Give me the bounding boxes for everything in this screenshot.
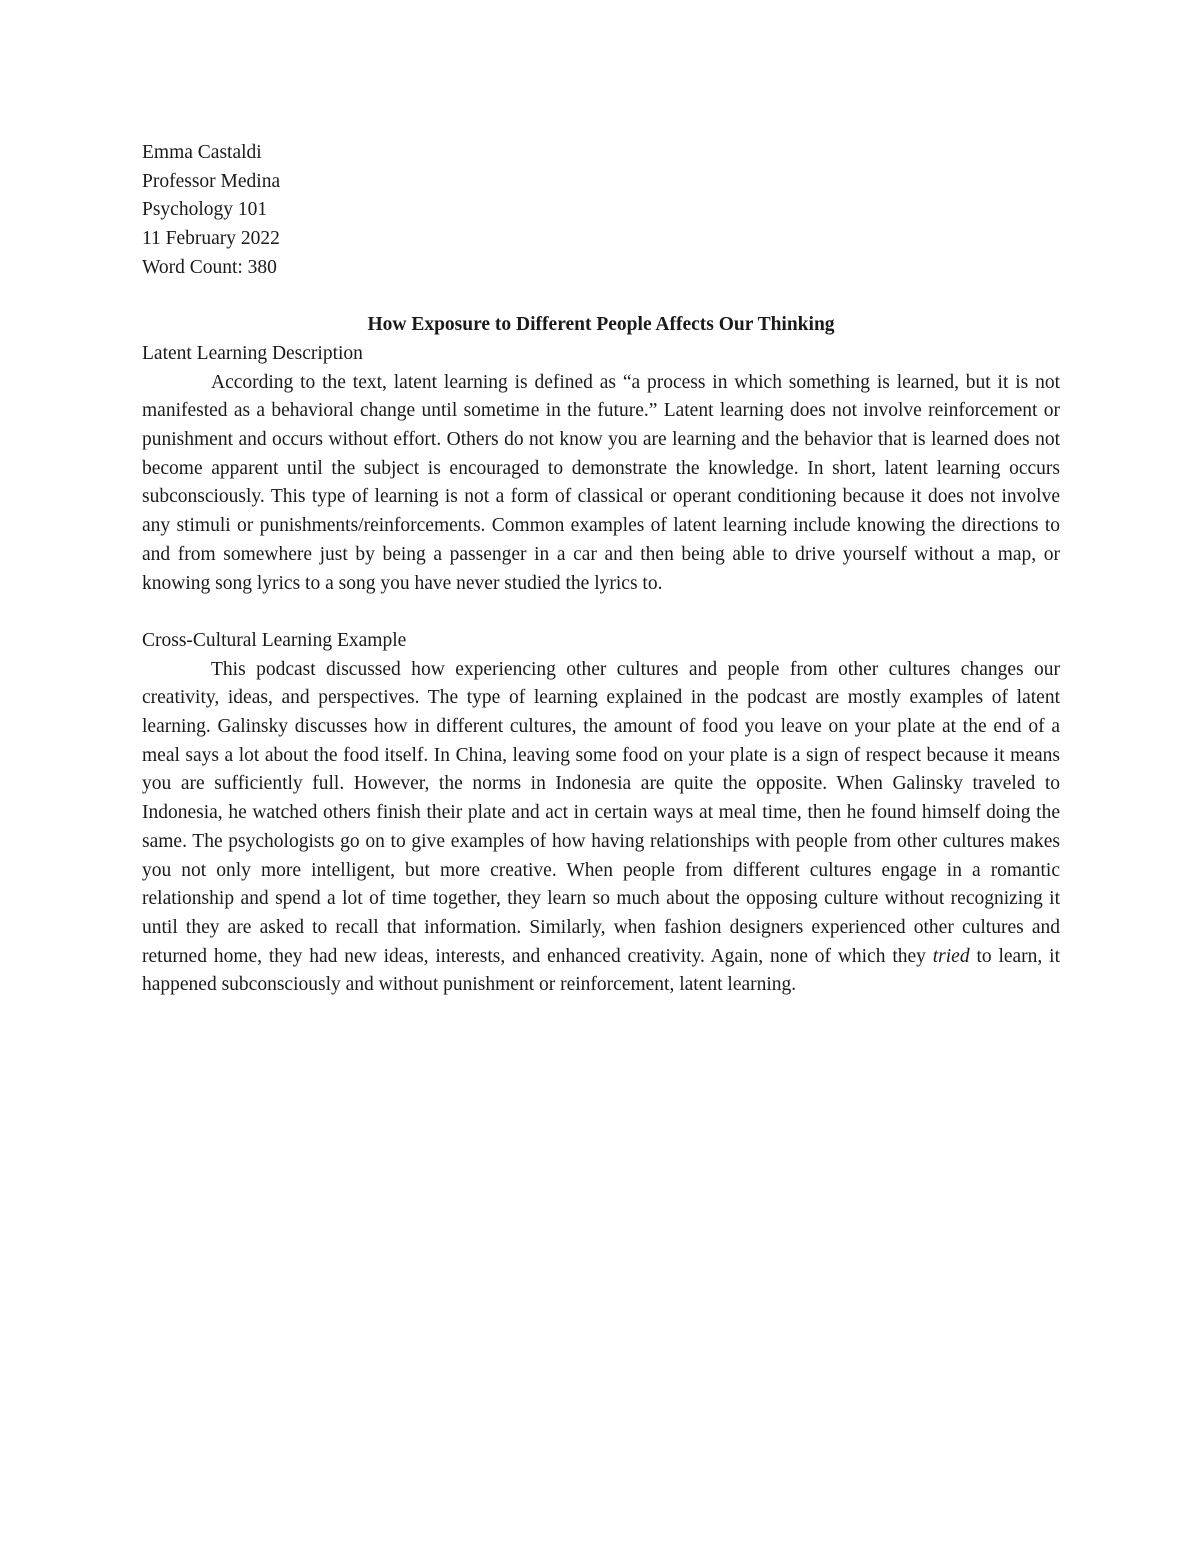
word-count: Word Count: 380: [142, 256, 277, 278]
professor-name: Professor Medina: [142, 170, 281, 192]
essay-title: How Exposure to Different People Affects Our Thinking: [367, 314, 835, 336]
paragraph-cross-cultural: [142, 656, 1060, 1000]
header-block: [142, 139, 1060, 283]
italic-emphasis: tried: [932, 945, 970, 967]
section-heading-latent-learning: Latent Learning Description: [142, 342, 363, 364]
author-name: Emma Castaldi: [142, 142, 262, 163]
section-heading-cross-cultural: Cross-Cultural Learning Example: [142, 629, 407, 651]
course-name: Psychology 101: [142, 199, 268, 221]
date: 11 February 2022: [142, 228, 280, 250]
document-content: [142, 139, 1060, 1000]
paragraph-latent-learning: According to the text, latent learning is defined as “a process in which something is learned, but it is not manifested as a behavioral change until sometime in the future.” Latent learning does not involve reinforcement or punishment and occurs without effort. Others do not know you are learning and the behavior that is learned does not become apparent until the subject is encouraged to demonstrate the knowledge. In short, latent learning occurs subconsciously. This type of learning is not a form of classical or operant conditioning because it does not involve any stimuli or punishments/reinforcements. Common examples of latent learning include knowing the directions to and from somewhere just by being a passenger in a car and then being able to drive yourself without a map, or knowing song lyrics to a song you have never studied the lyrics to.: [142, 371, 1060, 594]
paragraph-spacer: [142, 598, 1060, 627]
paragraph-cross-cultural-text-b: to learn, it happened subconsciously and without punishment or reinforcement, latent learning.: [142, 945, 1060, 996]
paragraph-cross-cultural-text-a: This podcast discussed how experiencing other cultures and people from other cultures changes our creativity, ideas, and perspectives. The type of learning explained in the podcast are mostly examples of latent learning. Galinsky discusses how in different cultures, the amount of food you leave on your plate at the end of a meal says a lot about the food itself. In China, leaving some food on your plate is a sign of respect because it means you are sufficiently full. However, the norms in Indonesia are quite the opposite. When Galinsky traveled to Indonesia, he watched others finish their plate and act in certain ways at meal time, then he found himself doing the same. The psychologists go on to give examples of how having relationships with people from other cultures makes you not only more intelligent, but more creative. When people from different cultures engage in a romantic relationship and spend a lot of time together, they learn so much about the opposing culture without recognizing it until they are asked to recall that information. Similarly, when fashion designers experienced other cultures and returned home, they had new ideas, interests, and enhanced creativity. Again, none of which they: [142, 658, 1060, 967]
